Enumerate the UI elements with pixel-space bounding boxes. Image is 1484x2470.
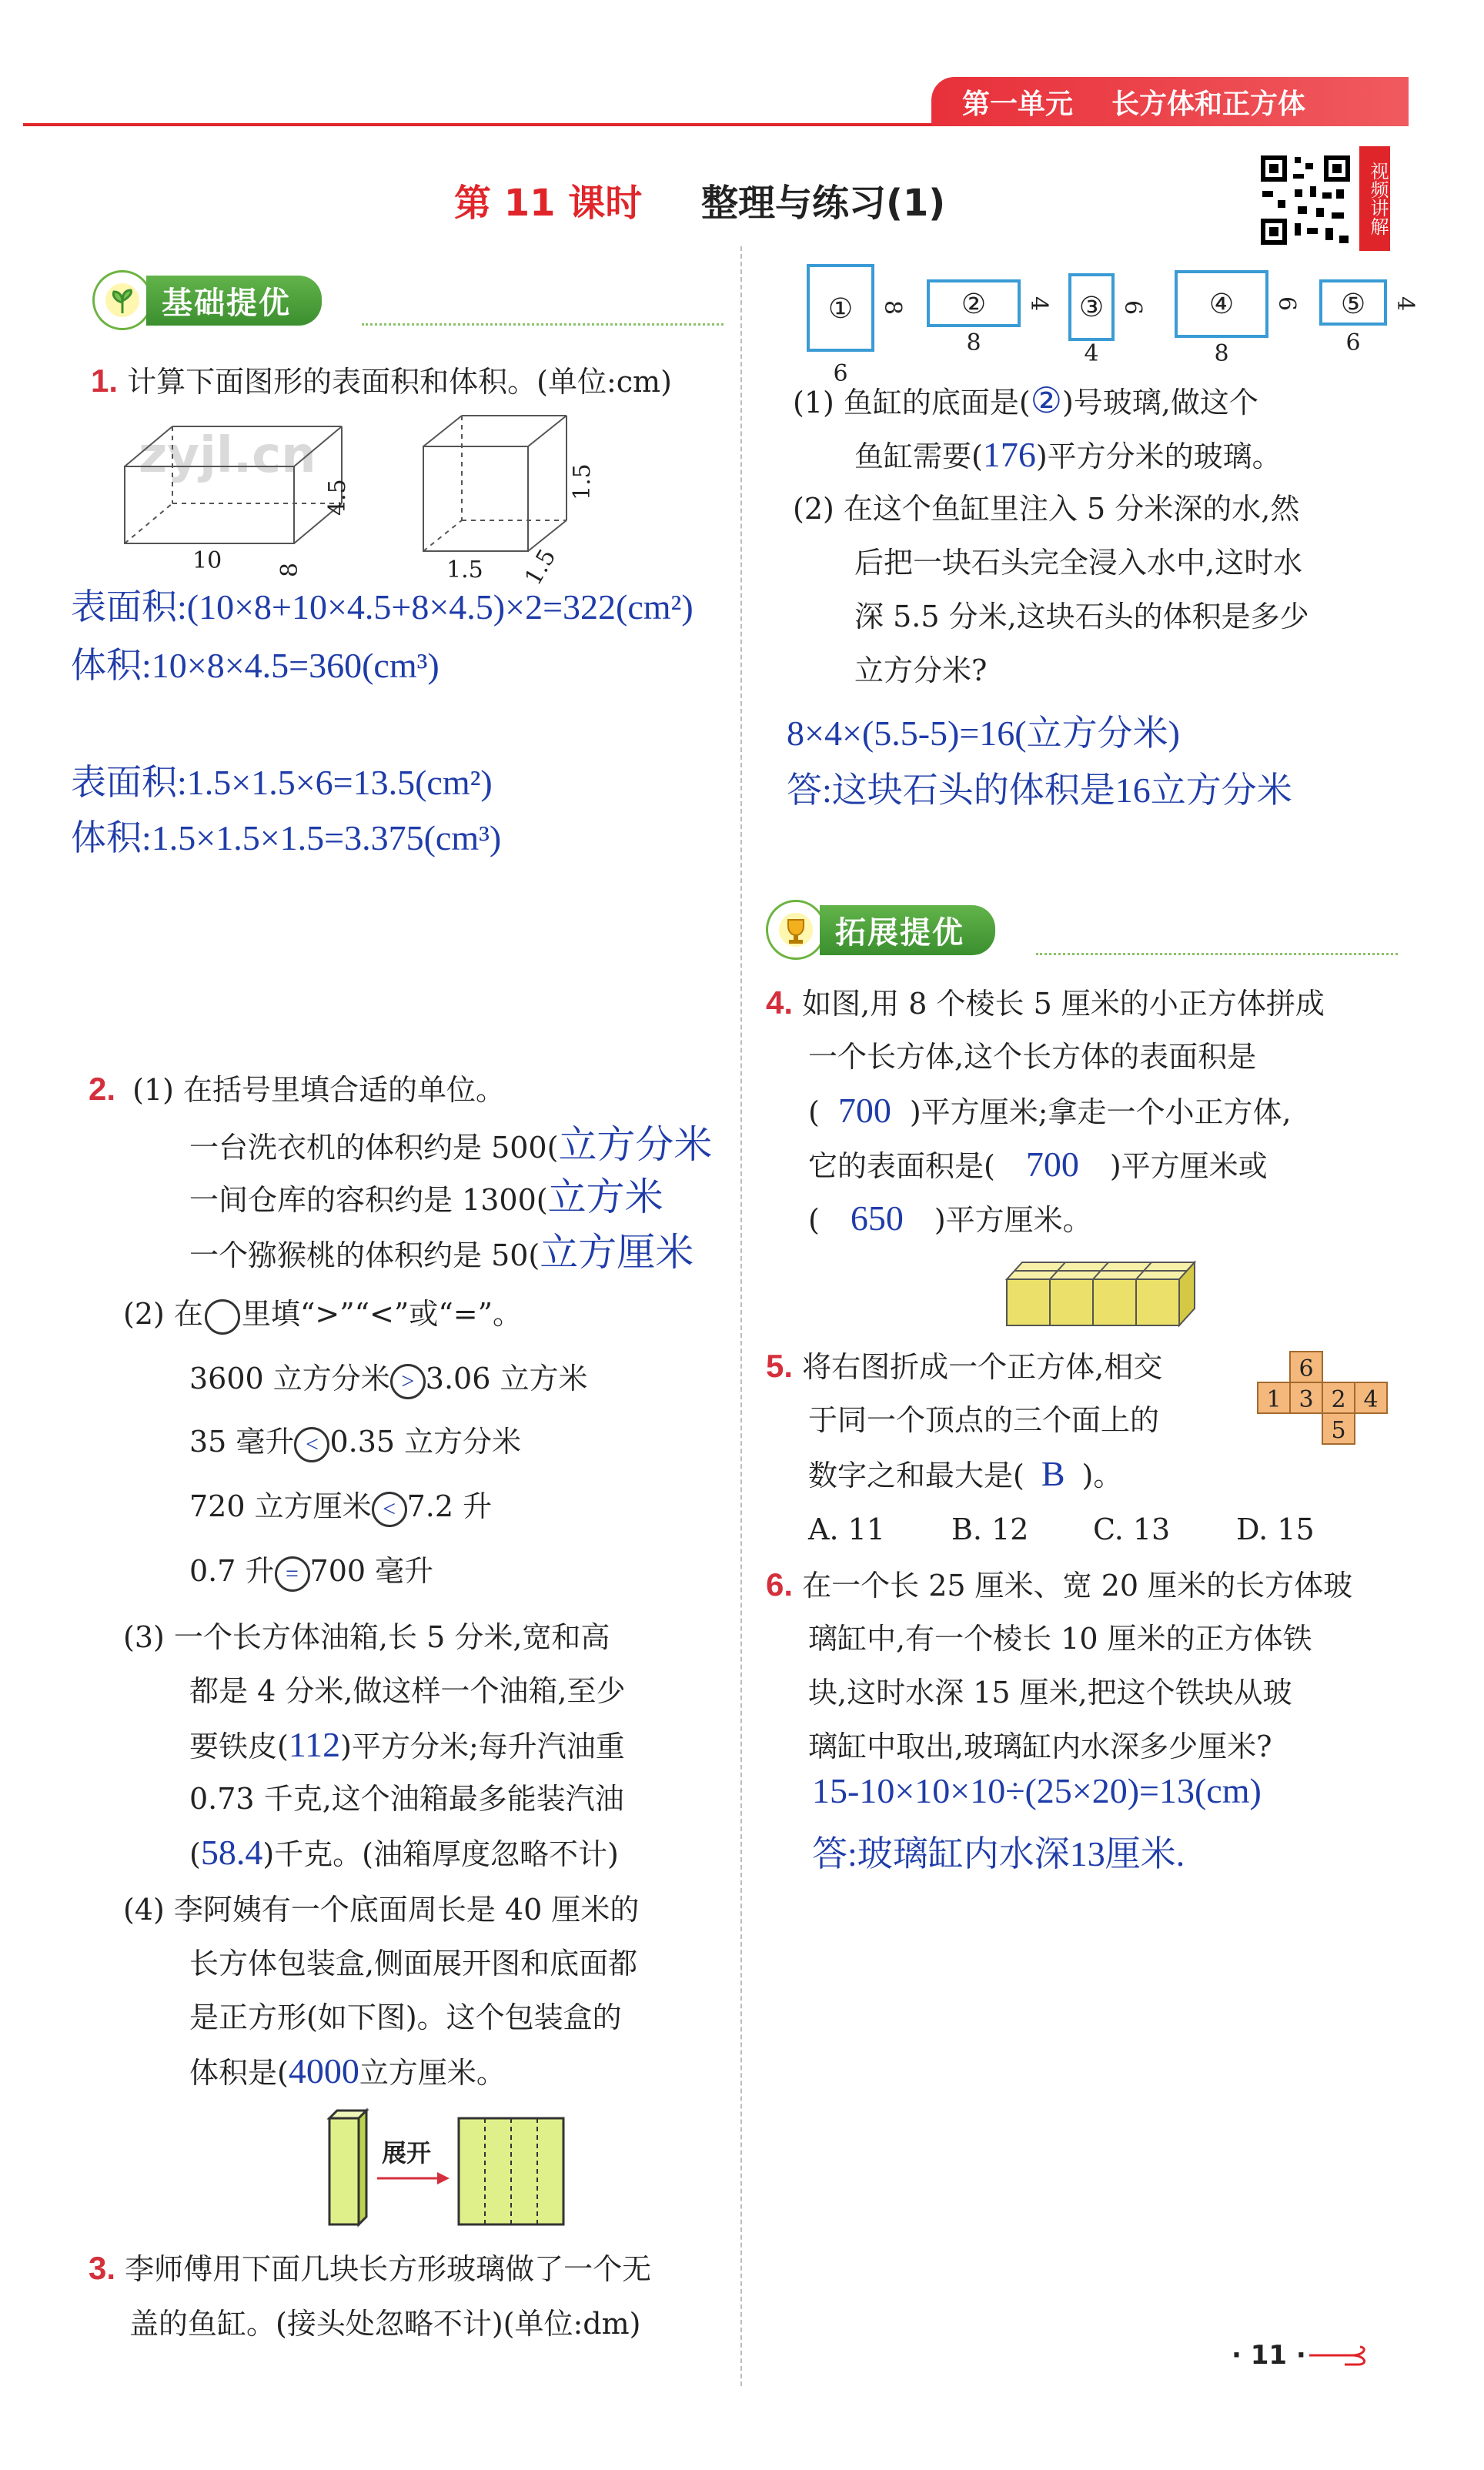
topic-label: 长方体和正方体 <box>1111 88 1306 120</box>
q3-p2-line-2: 后把一块石头完全浸入水中,这时水 <box>854 546 1303 580</box>
panel-2-width: 8 <box>966 329 981 356</box>
q2-p3-answer-2: 58.4 <box>200 1833 263 1872</box>
qr-label <box>1359 146 1390 251</box>
q2-p4-line-1 <box>123 1883 639 1937</box>
q4-line-5a: ( <box>808 1203 820 1237</box>
q3-p1-text-b: )号玻璃,做这个 <box>1061 386 1258 419</box>
q4-answer-1: 700 <box>837 1091 891 1130</box>
q6-line-1 <box>766 1558 1352 1613</box>
q2-compare-1-answer: > <box>401 1368 415 1394</box>
column-divider <box>740 246 742 2386</box>
q1-fig2-a: 1.5 <box>446 557 483 583</box>
q2-p1-line-1 <box>189 1118 712 1175</box>
qr-code-icon <box>1256 151 1355 249</box>
q4-line-5 <box>808 1192 1092 1247</box>
section-basic-banner <box>92 277 322 323</box>
page-title <box>454 173 945 226</box>
compare-circle <box>294 1427 329 1462</box>
q4-line-4a: 它的表面积是( <box>808 1149 995 1183</box>
tall-box <box>329 2111 366 2224</box>
q5-option-d[interactable]: D. 15 <box>1236 1512 1315 1546</box>
q4-line-4b: )平方厘米或 <box>1109 1149 1268 1183</box>
watermark: zyjl.cn <box>139 427 316 484</box>
q1-cube-figure <box>416 408 616 590</box>
q2-number: 2. <box>89 1071 116 1107</box>
q1-number: 1. <box>91 363 119 399</box>
lesson-title: 整理与练习(1) <box>700 182 946 225</box>
page-curl-icon <box>1306 2344 1375 2367</box>
q2-p1-text: 在括号里填合适的单位。 <box>183 1073 506 1107</box>
q4-line-1 <box>766 976 1325 1031</box>
q2-p3-line-3b: )平方分米;每升汽油重 <box>340 1730 625 1763</box>
qr-code[interactable] <box>1256 151 1355 249</box>
panel-2-height: 4 <box>1025 296 1052 312</box>
q1-answer-4: 体积:1.5×1.5×1.5=3.375(cm³) <box>71 818 502 857</box>
q1-answer-3: 表面积:1.5×1.5×6=13.5(cm²) <box>71 763 493 802</box>
q5-line-3 <box>808 1447 1122 1502</box>
q2-p4-line-4b: 立方厘米。 <box>359 2056 506 2090</box>
q1-cube <box>423 416 567 551</box>
q2-p3-line-1-text: 一个长方体油箱,长 5 分米,宽和高 <box>173 1620 610 1654</box>
q1-fig2-b: 1.5 <box>520 544 562 590</box>
q4-line-3 <box>808 1084 1292 1139</box>
q3-answer-1: 8×4×(5.5-5)=16(立方分米) <box>787 714 1180 753</box>
page-number-text: · 11 · <box>1232 2340 1306 2371</box>
q2-p4-line-3: 是正方形(如下图)。这个包装盒的 <box>189 2000 622 2034</box>
q2-p3-line-4: 0.73 千克,这个油箱最多能装汽油 <box>189 1782 624 1816</box>
q4-line-3b: )平方厘米;拿走一个小正方体, <box>909 1095 1292 1129</box>
q3-p1-text-d: )平方分米的玻璃。 <box>1035 440 1282 473</box>
q1-answer-1: 表面积:(10×8+10×4.5+8×4.5)×2=322(cm²) <box>71 587 694 627</box>
q2-compare-1-right: 3.06 立方米 <box>425 1362 588 1395</box>
q2-compare-1 <box>189 1352 588 1405</box>
q4-number: 4. <box>766 984 794 1021</box>
q2-p1-line-3-text: 一个猕猴桃的体积约是 50( <box>189 1238 540 1272</box>
q4-cubes-figure <box>1001 1256 1201 1333</box>
panel-5-width: 6 <box>1345 329 1361 356</box>
q6-line-2: 璃缸中,有一个棱长 10 厘米的正方体铁 <box>808 1622 1312 1656</box>
panel-3 <box>1070 275 1146 367</box>
q5-answer: B <box>1041 1454 1065 1493</box>
q2-p3-line-3 <box>189 1718 625 1773</box>
sprout-icon <box>92 270 152 330</box>
q2-p4-line-4 <box>189 2044 506 2100</box>
q2-compare-4 <box>189 1544 433 1598</box>
section-basic-underline <box>362 323 724 326</box>
q2-p3-line-3a: 要铁皮( <box>189 1730 289 1763</box>
q2-compare-2-right: 0.35 立方分米 <box>329 1425 522 1459</box>
q5-option-c[interactable]: C. 13 <box>1093 1512 1171 1546</box>
q3-p2-line-1: (2) 在这个鱼缸里注入 5 分米深的水,然 <box>793 492 1300 526</box>
q2-p1-answer-2: 立方米 <box>547 1175 663 1218</box>
section-extend-banner <box>766 907 995 953</box>
q2-p1 <box>89 1062 505 1117</box>
header-rule <box>23 123 931 126</box>
q4-line-3a: ( <box>808 1095 820 1129</box>
panel-1-width: 6 <box>833 360 848 387</box>
q5-line-2: 于同一个顶点的三个面上的 <box>808 1403 1160 1437</box>
circle-blank-icon <box>205 1299 240 1335</box>
net-face-3: 3 <box>1298 1386 1314 1413</box>
q6-answer-1: 15-10×10×10÷(25×20)=13(cm) <box>812 1771 1262 1810</box>
q6-line-3: 块,这时水深 15 厘米,把这个铁块从玻 <box>808 1676 1292 1710</box>
lesson-number: 第 11 课时 <box>454 182 643 225</box>
trophy-icon <box>766 900 826 960</box>
q6-line-4: 璃缸中取出,玻璃缸内水深多少厘米? <box>808 1730 1272 1763</box>
q1-prompt <box>91 354 672 409</box>
q2-unfold-figure <box>323 2107 570 2231</box>
q2-p3-line-1 <box>123 1610 610 1664</box>
panel-4-width: 8 <box>1214 340 1229 367</box>
q2-p3-line-5 <box>189 1826 619 1881</box>
q6-answer-2: 答:玻璃缸内水深13厘米. <box>812 1834 1185 1873</box>
unfolded-net <box>459 2118 563 2224</box>
q6-number: 6. <box>766 1566 794 1603</box>
q3-p2-line-3: 深 5.5 分米,这块石头的体积是多少 <box>854 600 1309 633</box>
unfold-label: 展开 <box>382 2138 432 2168</box>
panel-4 <box>1176 272 1300 367</box>
q5-number: 5. <box>766 1348 794 1384</box>
panel-3-id: ③ <box>1078 292 1105 323</box>
q5-line-1 <box>766 1339 1162 1394</box>
q2-p3-label: (3) <box>123 1620 165 1654</box>
panel-1-id: ① <box>827 293 854 325</box>
q2-p1-line-3 <box>189 1225 694 1282</box>
q3-number: 3. <box>89 2250 116 2286</box>
q3-line-1 <box>89 2241 651 2296</box>
net-face-1: 1 <box>1266 1386 1282 1413</box>
q1-answer-2: 体积:10×8×4.5=360(cm³) <box>71 646 440 685</box>
q4-line-4 <box>808 1138 1268 1193</box>
panel-5 <box>1321 281 1419 356</box>
q5-option-a[interactable]: A. 11 <box>808 1512 885 1546</box>
q4-answer-3: 650 <box>850 1198 904 1238</box>
q1-fig1-height: 4.5 <box>324 479 351 516</box>
q2-compare-2 <box>189 1415 521 1469</box>
q2-compare-2-left: 35 毫升 <box>189 1425 295 1459</box>
q1-text: 计算下面图形的表面积和体积。(单位:cm) <box>127 365 672 399</box>
section-basic-title: 基础提优 <box>146 276 322 326</box>
q3-p1-answer-1: ② <box>1030 381 1062 420</box>
q2-p1-line-1-text: 一台洗衣机的体积约是 500( <box>189 1131 559 1165</box>
q1-cuboid-figure <box>115 416 362 577</box>
q3-answer-2: 答:这块石头的体积是16立方分米 <box>787 770 1292 810</box>
net-face-6: 6 <box>1298 1355 1314 1382</box>
q2-compare-3-right: 7.2 升 <box>406 1489 493 1523</box>
q5-line-3a: 数字之和最大是( <box>808 1459 1024 1492</box>
q2-p1-label: (1) <box>132 1073 174 1107</box>
q2-p2-text-a: 在 <box>173 1297 203 1331</box>
arrow-head-icon <box>437 2172 450 2184</box>
q5-cube-net <box>1245 1349 1399 1456</box>
net-face-4: 4 <box>1363 1386 1379 1413</box>
q2-compare-4-right: 700 毫升 <box>309 1554 434 1588</box>
q2-p1-answer-3: 立方厘米 <box>540 1231 694 1274</box>
q3-line-1-text: 李师傅用下面几块长方形玻璃做了一个无 <box>125 2252 652 2286</box>
compare-circle <box>275 1556 310 1592</box>
q2-p2-label: (2) <box>123 1297 165 1331</box>
q2-p2 <box>123 1287 522 1341</box>
q2-p1-line-2 <box>189 1170 663 1227</box>
q2-compare-1-left: 3600 立方分米 <box>189 1362 390 1395</box>
q1-fig2-c: 1.5 <box>569 463 596 500</box>
q3-p2-line-4: 立方分米? <box>854 653 988 687</box>
q5-options <box>808 1502 1315 1556</box>
panel-2-id: ② <box>961 289 987 320</box>
q5-line-3b: )。 <box>1081 1459 1123 1492</box>
q2-p1-line-2-text: 一间仓库的容积约是 1300( <box>189 1183 548 1217</box>
q3-line-2: 盖的鱼缸。(接头处忽略不计)(单位:dm) <box>129 2307 641 2341</box>
panel-4-height: 6 <box>1273 296 1300 312</box>
q4-line-5b: )平方厘米。 <box>934 1203 1092 1237</box>
q2-p3-line-5b: )千克。(油箱厚度忽略不计) <box>262 1837 619 1871</box>
q2-compare-3-answer: < <box>383 1496 396 1522</box>
q2-compare-4-answer: = <box>286 1560 299 1586</box>
q1-fig1-width: 8 <box>276 562 303 577</box>
panel-4-id: ④ <box>1208 289 1235 320</box>
q2-p3-line-2: 都是 4 分米,做这样一个油箱,至少 <box>189 1674 626 1708</box>
q6-line-1-text: 在一个长 25 厘米、宽 20 厘米的长方体玻 <box>802 1569 1353 1603</box>
q4-line-2: 一个长方体,这个长方体的表面积是 <box>808 1040 1257 1074</box>
page-number <box>1232 2340 1375 2371</box>
q4-answer-2: 700 <box>1025 1145 1079 1184</box>
panel-5-id: ⑤ <box>1340 289 1366 320</box>
panel-1 <box>808 266 906 387</box>
q3-glass-panels <box>777 258 1455 389</box>
q3-p1-text-a: (1) 鱼缸的底面是( <box>793 386 1031 419</box>
q3-p1-line-1 <box>793 374 1258 429</box>
panel-2 <box>928 281 1052 356</box>
q2-compare-3-left: 720 立方厘米 <box>189 1489 372 1523</box>
header-unit-tab <box>931 77 1409 126</box>
q2-p3-answer-1: 112 <box>288 1725 341 1764</box>
qr-label-text: 视频讲解 <box>1367 162 1389 236</box>
panel-5-height: 4 <box>1392 296 1419 312</box>
q2-p4-answer: 4000 <box>288 2051 359 2091</box>
net-face-2: 2 <box>1331 1386 1346 1413</box>
q3-p1-answer-2: 176 <box>982 435 1036 474</box>
q2-p2-text-b: 里填“>”“<”或“=”。 <box>241 1297 523 1331</box>
compare-circle <box>372 1492 407 1527</box>
q3-p1-text-c: 鱼缸需要( <box>854 440 983 473</box>
q2-p4-label: (4) <box>123 1893 165 1927</box>
q2-p4-line-1-text: 李阿姨有一个底面周长是 40 厘米的 <box>173 1893 640 1927</box>
panel-3-width: 4 <box>1084 340 1099 367</box>
q3-p1-line-2 <box>854 428 1282 483</box>
q2-p4-line-2: 长方体包装盒,侧面展开图和底面都 <box>189 1947 638 1980</box>
q5-line-1-text: 将右图折成一个正方体,相交 <box>802 1350 1163 1384</box>
q1-cuboid <box>125 426 342 543</box>
section-extend-underline <box>1036 953 1398 955</box>
panel-3-height: 6 <box>1119 300 1146 316</box>
unit-label: 第一单元 <box>962 88 1074 120</box>
q1-fig1-length: 10 <box>192 547 222 574</box>
q4-line-1-text: 如图,用 8 个棱长 5 厘米的小正方体拼成 <box>802 987 1325 1021</box>
compare-circle <box>390 1364 426 1399</box>
section-extend-title: 拓展提优 <box>820 905 995 955</box>
net-face-5: 5 <box>1331 1417 1346 1444</box>
q2-p3-line-5a: ( <box>189 1837 201 1871</box>
panel-1-height: 8 <box>879 300 906 316</box>
q5-option-b[interactable]: B. 12 <box>951 1512 1029 1546</box>
q2-p4-line-4a: 体积是( <box>189 2056 289 2090</box>
q2-compare-3 <box>189 1479 492 1533</box>
q2-compare-2-answer: < <box>305 1431 319 1457</box>
q2-compare-4-left: 0.7 升 <box>189 1554 275 1588</box>
q2-p1-answer-1: 立方分米 <box>558 1123 713 1166</box>
